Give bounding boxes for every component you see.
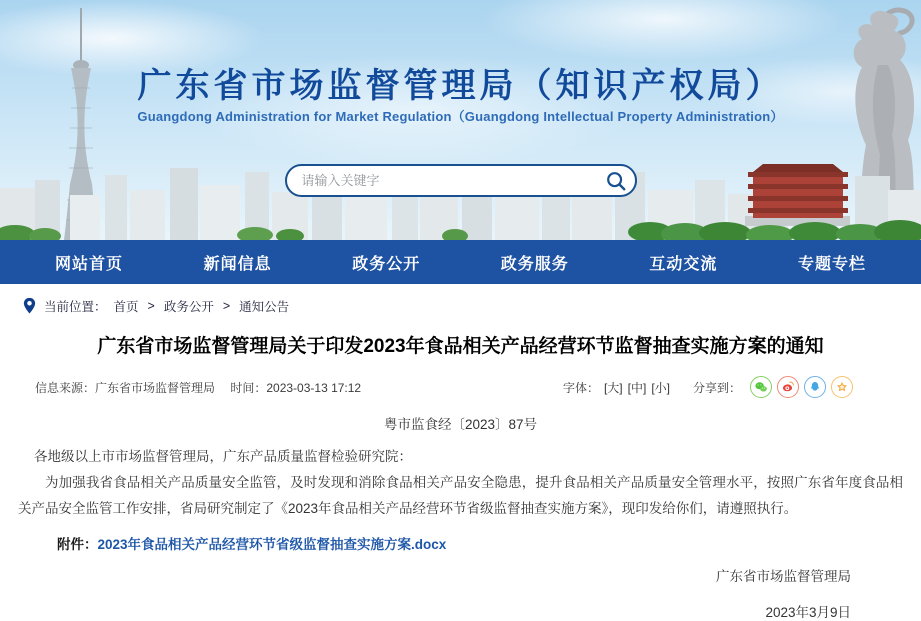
attachment-row bbox=[57, 533, 903, 553]
nav-item-news[interactable]: 新闻信息 bbox=[203, 255, 272, 273]
wechat-icon bbox=[754, 380, 768, 394]
share-favorite-button[interactable] bbox=[831, 376, 853, 398]
signature-block bbox=[0, 565, 921, 621]
search-icon bbox=[605, 170, 627, 192]
nav-item-home[interactable]: 网站首页 bbox=[55, 255, 124, 273]
nav-item-gov-services[interactable]: 政务服务 bbox=[500, 255, 569, 273]
breadcrumb bbox=[0, 284, 921, 315]
article-meta bbox=[35, 379, 361, 396]
document-number: 粤市监食经〔2023〕87号 bbox=[383, 417, 538, 432]
main-nav bbox=[0, 240, 921, 284]
font-size-label: 字体： bbox=[562, 380, 599, 395]
article-salutation: 各地级以上市市场监督管理局，广东产品质量监督检验研究院： bbox=[34, 449, 412, 464]
attachment-label: 附件： bbox=[57, 537, 98, 552]
trees-art bbox=[0, 220, 921, 240]
breadcrumb-notices[interactable]: 通知公告 bbox=[239, 300, 290, 314]
qq-icon bbox=[808, 380, 822, 394]
article-source: 信息来源：广东省市场监督管理局 bbox=[35, 380, 216, 395]
breadcrumb-home[interactable]: 首页 bbox=[113, 300, 139, 314]
weibo-icon bbox=[781, 380, 795, 394]
attachment-link[interactable]: 2023年食品相关产品经营环节省级监督抽查实施方案.docx bbox=[97, 537, 447, 552]
search-button[interactable] bbox=[597, 166, 635, 195]
nav-item-special-topics[interactable]: 专题专栏 bbox=[797, 255, 866, 273]
article-meta-row bbox=[0, 376, 921, 398]
star-icon bbox=[835, 380, 849, 394]
nav-item-interaction[interactable]: 互动交流 bbox=[649, 255, 718, 273]
nav-item-gov-disclosure[interactable]: 政务公开 bbox=[352, 255, 421, 273]
article-body: 为加强我省食品相关产品质量安全监管，及时发现和消除食品相关产品安全隐患，提升食品相关产品质量安全管理水平，按照广东省年度食品相关产品安全监管工作安排，省局研究制定了《2023年食品相关产品经营环节省级监督抽查实施方案》，现印发给你们，请遵照执行。 bbox=[18, 475, 903, 516]
share-wechat-button[interactable] bbox=[750, 376, 772, 398]
font-size-large-button[interactable]: [大] bbox=[603, 380, 623, 395]
search-box bbox=[285, 164, 637, 197]
red-pagoda-art bbox=[745, 164, 850, 226]
share-label: 分享到： bbox=[692, 380, 741, 395]
article-page bbox=[0, 284, 921, 621]
font-size-medium-button[interactable]: [中] bbox=[627, 380, 647, 395]
share-weibo-button[interactable] bbox=[777, 376, 799, 398]
font-size-small-button[interactable]: [小] bbox=[651, 380, 670, 395]
search-input[interactable] bbox=[287, 173, 597, 188]
breadcrumb-separator: > bbox=[147, 299, 155, 313]
breadcrumb-label: 当前位置： bbox=[44, 300, 107, 314]
article-time: 时间：2023-03-13 17:12 bbox=[230, 380, 362, 395]
site-banner bbox=[0, 0, 921, 240]
signer-name: 广东省市场监督管理局 bbox=[716, 569, 851, 584]
sign-date: 2023年3月9日 bbox=[765, 605, 851, 620]
breadcrumb-gov-disclosure[interactable]: 政务公开 bbox=[163, 300, 214, 314]
share-qq-button[interactable] bbox=[804, 376, 826, 398]
breadcrumb-separator: > bbox=[222, 299, 231, 313]
fontbar bbox=[563, 376, 853, 398]
site-subtitle: Guangdong Administration for Market Regulation（Guangdong Intellectual Property Administration） bbox=[137, 109, 784, 124]
location-pin-icon bbox=[22, 297, 37, 315]
article-title: 广东省市场监督管理局关于印发2023年食品相关产品经营环节监督抽查实施方案的通知 bbox=[97, 336, 824, 357]
site-title: 广东省市场监督管理局（知识产权局） bbox=[137, 67, 784, 105]
